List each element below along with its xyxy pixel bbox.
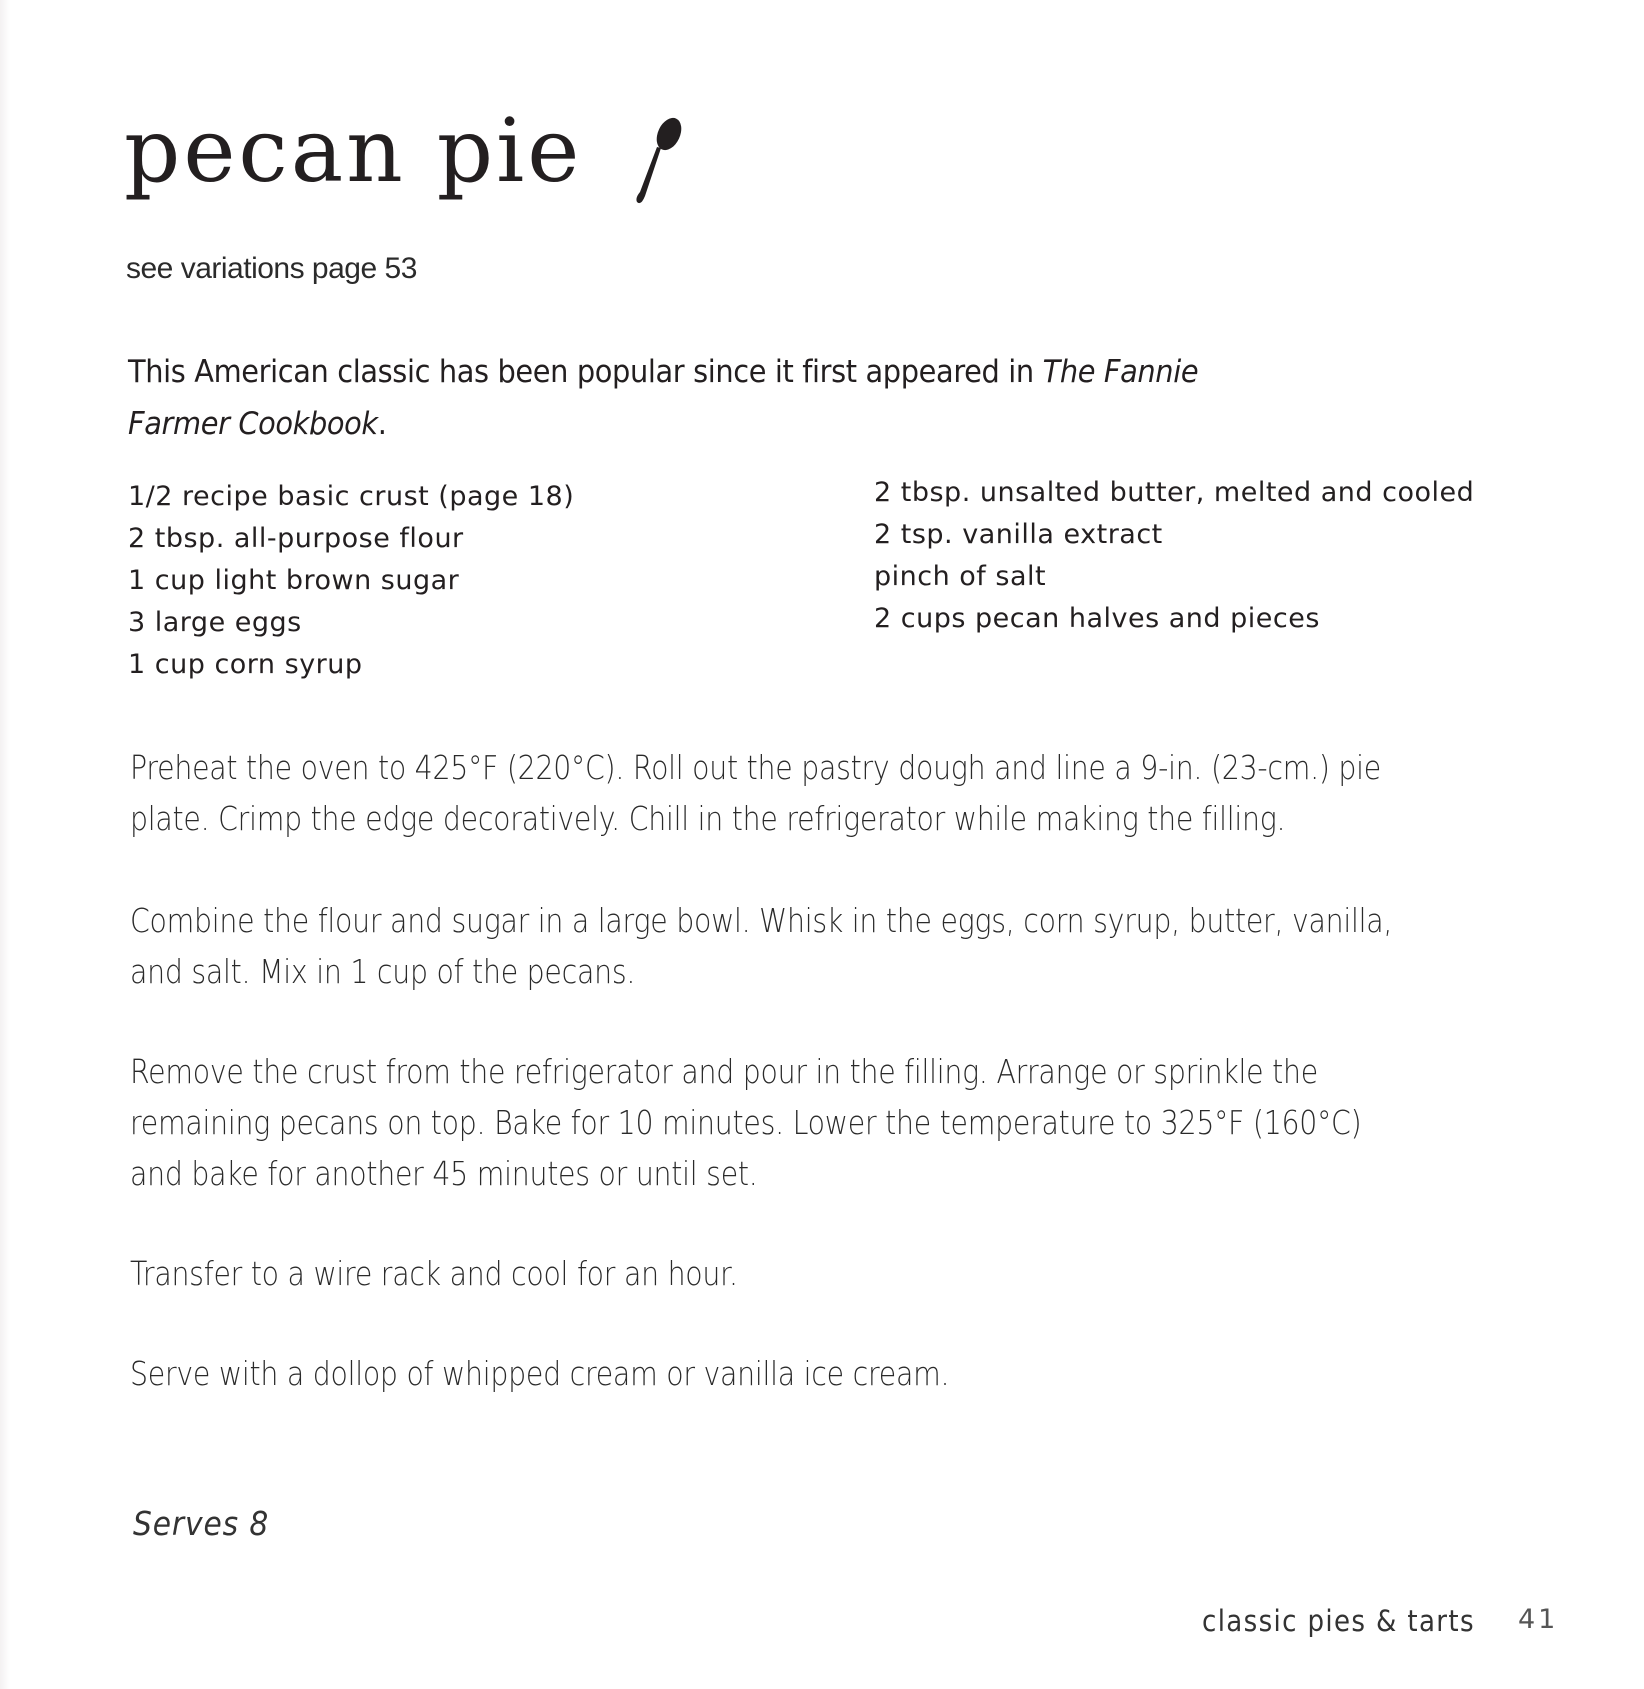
recipe-title: pecan pie [124,99,583,202]
ingredient-item: 2 tsp. vanilla extract [874,519,1163,550]
recipe-intro [128,346,1300,450]
method-step-4: Transfer to a wire rack and cool for an hour. [130,1254,738,1293]
ingredient-item: 2 tbsp. unsalted butter, melted and cooled [874,477,1475,508]
method-step-2: Combine the flour and sugar in a large bowl. Whisk in the eggs, corn syrup, butter, vanilla, and salt. Mix in 1 cup of the pecans. [130,901,1393,991]
ingredient-item: 1 cup light brown sugar [128,565,460,596]
ingredient-item: 1 cup corn syrup [128,649,363,680]
method-step-5: Serve with a dollop of whipped cream or vanilla ice cream. [130,1354,950,1393]
title-row [124,96,582,226]
ingredient-item: pinch of salt [874,561,1047,592]
book-title: The Fannie Farmer Cookbook [128,354,1199,442]
ingredients-list-left [128,476,574,686]
page-edge [0,0,10,1689]
method-step-3: Remove the crust from the refrigerator and pour in the filling. Arrange or sprinkle the remaining pecans on top. Bake for 10 minutes. Lower the temperature to 325°F (160°C) and bake for another 45 minutes or until set. [130,1052,1362,1193]
method-step-1: Preheat the oven to 425°F (220°C). Roll out the pastry dough and line a 9-in. (23-cm.) pie plate. Crimp the edge decoratively. Chill in the refrigerator while making the filling. [130,748,1382,838]
ingredient-item: 2 tbsp. all-purpose flour [128,523,464,554]
intro-text: This American classic has been popular since it first appeared in [128,354,1043,390]
ingredient-item: 2 cups pecan halves and pieces [874,603,1320,634]
ingredients-list-right [874,472,1474,640]
intro-end: . [377,406,387,442]
serves-count: Serves 8 [133,1504,270,1543]
page-number: 41 [1518,1604,1559,1635]
ingredient-item: 1/2 recipe basic crust (page 18) [128,481,575,512]
see-variations-reference: see variations page 53 [126,252,417,285]
ingredient-item: 3 large eggs [128,607,302,638]
footer-section-title: classic pies & tarts [1202,1604,1475,1638]
spoon-icon [633,114,685,214]
